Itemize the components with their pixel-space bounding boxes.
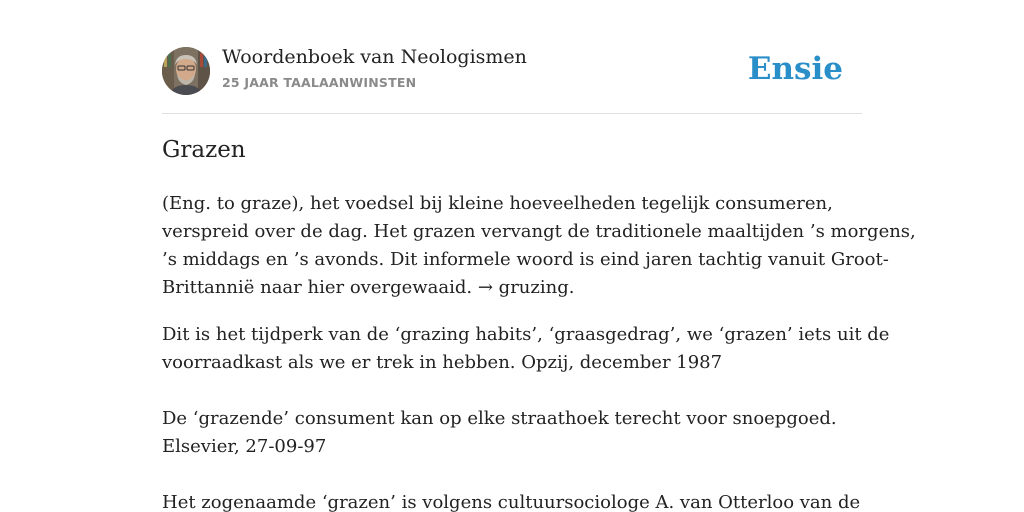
brand-logo-link[interactable]: Ensie	[747, 51, 843, 87]
definition-line	[162, 274, 868, 302]
citation	[162, 321, 890, 377]
citation-line: Dit is het tijdperk van de ‘grazing habits’, ‘graasgedrag’, we ‘grazen’ iets uit de	[162, 324, 890, 345]
definition-line: verspreid over de dag. Het grazen vervangt de traditionele maaltijden ’s morgens,	[162, 221, 916, 242]
citation-line: Het zogenaamde ‘grazen’ is volgens cultuursociologe A. van Otterloo van de	[162, 492, 861, 512]
citation	[162, 489, 868, 512]
site-title-link[interactable]: Woordenboek van Neologismen	[222, 46, 527, 68]
header	[162, 46, 862, 96]
definition-end: .	[568, 277, 575, 298]
citation	[162, 405, 868, 461]
site-subtitle: 25 JAAR TAALAANWINSTEN	[222, 75, 417, 90]
header-divider	[162, 113, 862, 114]
entry-title: Grazen	[162, 137, 246, 163]
arrow-right-icon: →	[477, 277, 493, 298]
author-portrait-image	[162, 47, 210, 95]
definition-line: (Eng. to graze), het voedsel bij kleine hoeveelheden tegelijk consumeren,	[162, 193, 833, 214]
author-avatar[interactable]	[162, 47, 210, 95]
citation-line: Elsevier, 27-09-97	[162, 436, 327, 457]
citation-line: voorraadkast als we er trek in hebben. Opzij, december 1987	[162, 352, 723, 373]
definition-line: ’s middags en ’s avonds. Dit informele woord is eind jaren tachtig vanuit Groot-	[162, 249, 889, 270]
citation-line: De ‘grazende’ consument kan op elke straathoek terecht voor snoepgoed.	[162, 408, 837, 429]
definition-line-text: Brittannië naar hier overgewaaid.	[162, 277, 478, 298]
citation-list	[162, 321, 890, 512]
entry-definition	[162, 190, 916, 302]
cross-reference-link[interactable]	[478, 277, 569, 298]
cross-reference-word: gruzing	[498, 277, 569, 298]
